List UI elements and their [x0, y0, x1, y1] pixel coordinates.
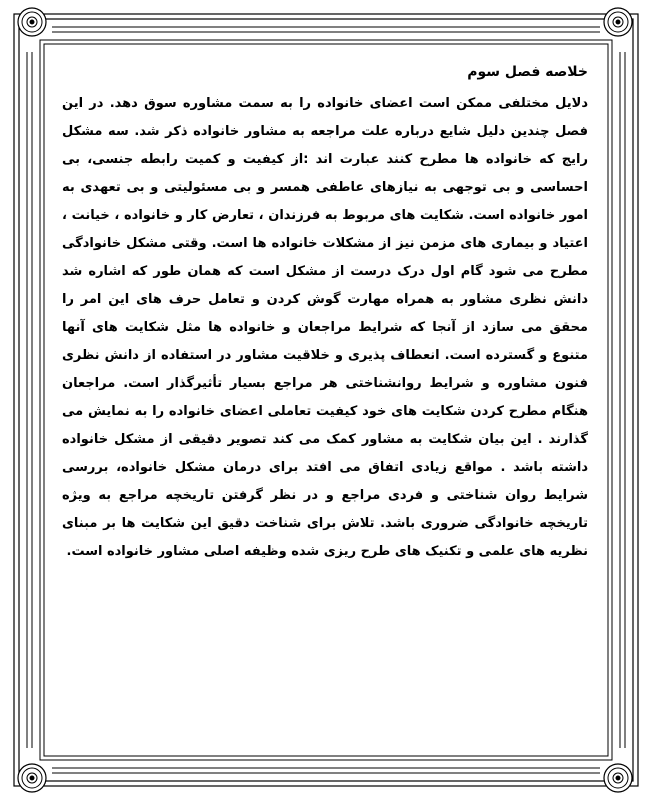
corner-ornament-bottom-left: [18, 764, 46, 792]
corner-ornament-top-left: [18, 8, 46, 36]
section-heading: خلاصه فصل سوم: [467, 64, 588, 80]
summary-paragraph: دلایل مختلفی ممکن است اعضای خانواده را به سمت مشاوره سوق دهد. در این فصل چندین دلیل شایع درباره علت مراجعه به مشاور خانواده ذکر شد. سه مشکل رایج که خانواده ها مطرح کنند عبارت اند :از کیفیت و کمیت رابطه جنسی، بی احساسی و بی توجهی به نیازهای عاطفی همسر و بی مسئولیتی و بی تعهدی به امور خانواده است. شکایت های مربوط به فرزندان ، تعارض کار و خانواده ، خیانت ، اعتیاد و بیماری های مزمن نیز از مشکلات خانواده ها است. وقتی مشکل خانوادگی مطرح می شود گام اول درک درست از مشکل است که همان طور که اشاره شد دانش نظری مشاور به همراه مهارت گوش کردن و تعامل حرف های این امر را محقق می سازد از آنجا که شرایط مراجعان و خانواده ها مثل شکایت های آنها متنوع و گسترده است. انعطاف پذیری و خلاقیت مشاور در استفاده از دانش نظری فنون مشاوره و شرایط روانشناختی هر مراجع بسیار تأثیرگذار است. مراجعان هنگام مطرح کردن شکایت های خود کیفیت تعاملی اعضای خانواده را به نمایش می گذارند . این بیان شکایت به مشاور کمک می کند تصویر دقیقی از مشکل خانواده داشته باشد . مواقع زیادی اتفاق می افتد برای درمان مشکل خانواده، بررسی شرایط روان شناختی و فردی مراجع و در نظر گرفتن تاریخچه مراجع به ویژه تاریخچه خانوادگی ضروری باشد. تلاش برای شناخت دقیق این شکایت ها بر مبنای نظریه های علمی و تکنیک های طرح ریزی شده وظیفه اصلی مشاور خانواده است.: [62, 96, 588, 559]
corner-ornament-bottom-right: [604, 764, 632, 792]
corner-ornament-top-right: [604, 8, 632, 36]
document-content: [62, 62, 588, 662]
